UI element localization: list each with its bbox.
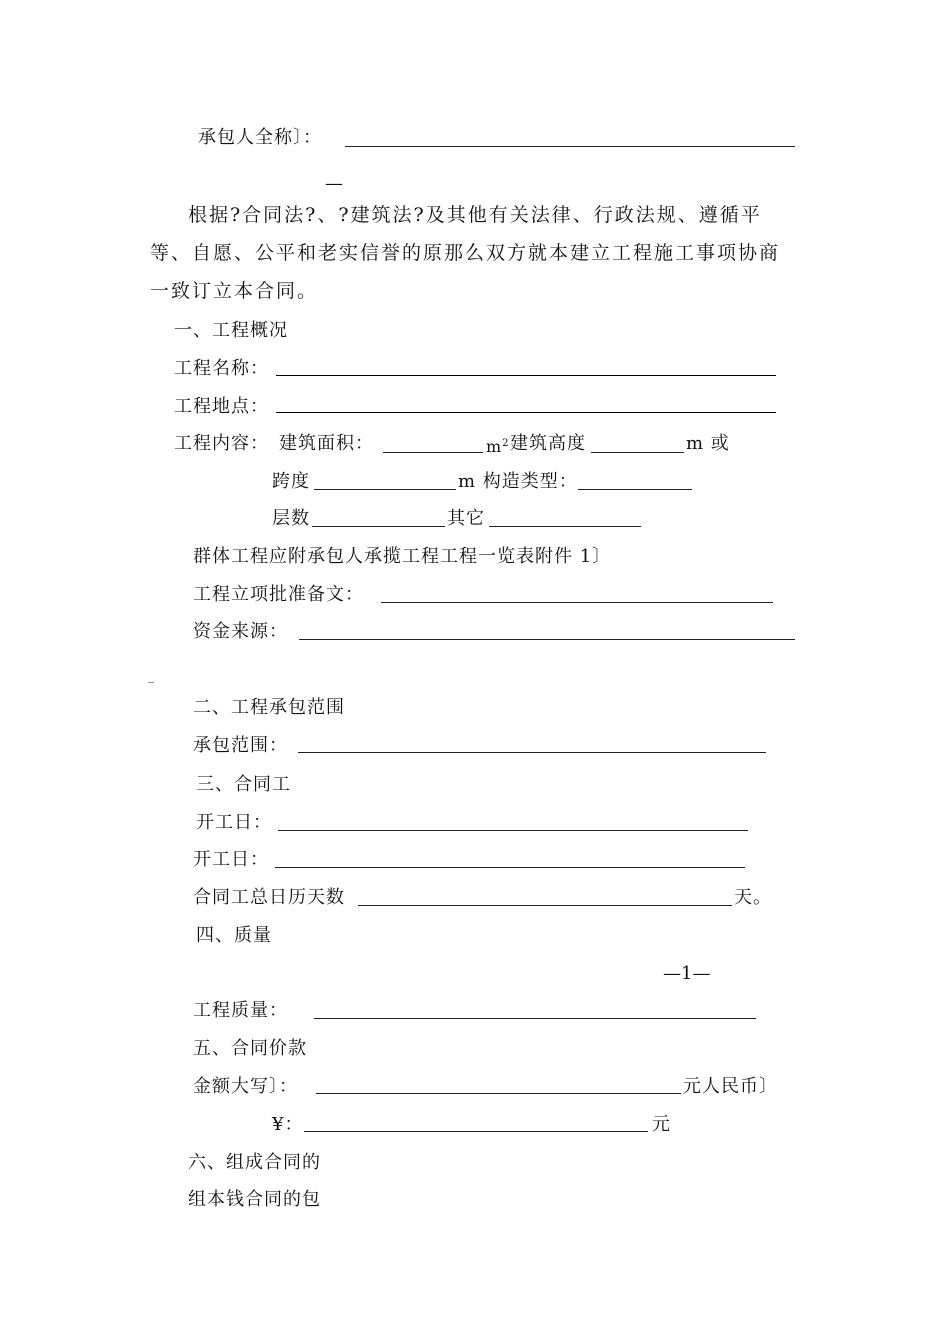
section-3-title: 三、合同工 xyxy=(196,774,291,795)
amount-in-words-blank[interactable] xyxy=(316,1093,681,1094)
start-date-label-2: 开工日： xyxy=(193,849,269,870)
amount-in-words-label: 金额大写〕： xyxy=(193,1076,298,1097)
span-label: 跨度 xyxy=(272,471,310,492)
yen-label: ¥： xyxy=(272,1114,304,1135)
page-number: —1— xyxy=(663,963,711,984)
group-project-note: 群体工程应附承包人承揽工程工程一览表附件 1〕 xyxy=(193,546,612,567)
floors-label: 层数 xyxy=(272,508,310,529)
intro-paragraph: 根据?合同法?、?建筑法?及其他有关法律、行政法规、遵循平等、自愿、公平和老实信誉的原那么双方就本建立工程施工事项协商一致订立本合同。 xyxy=(150,204,781,302)
building-area-blank[interactable] xyxy=(383,452,483,453)
project-name-label: 工程名称： xyxy=(174,358,269,379)
project-location-blank[interactable] xyxy=(276,412,776,413)
yen-amount-blank[interactable] xyxy=(304,1131,648,1132)
building-height-label: 建筑高度 xyxy=(510,433,586,454)
m2-superscript: 2 xyxy=(502,438,510,449)
other-blank[interactable] xyxy=(489,526,641,527)
project-content-label: 工程内容： xyxy=(174,433,269,454)
span-blank[interactable] xyxy=(314,489,456,490)
contractor-name-blank[interactable] xyxy=(345,146,795,147)
project-location-label: 工程地点： xyxy=(174,396,269,417)
other-label: 其它 xyxy=(447,508,485,529)
yen-unit: 元 xyxy=(652,1114,671,1135)
days-unit: 天。 xyxy=(734,887,772,908)
section-6-subline: 组本钱合同的包 xyxy=(188,1189,321,1210)
funding-source-blank[interactable] xyxy=(299,639,795,640)
section-4-title: 四、质量 xyxy=(196,925,272,946)
start-date-label-1: 开工日： xyxy=(196,812,272,833)
funding-source-label: 资金来源： xyxy=(193,621,288,642)
section-1-title: 一、工程概况 xyxy=(174,320,288,341)
start-date-blank-1[interactable] xyxy=(278,830,748,831)
structure-type-blank[interactable] xyxy=(578,489,692,490)
contract-scope-blank[interactable] xyxy=(298,752,766,753)
quality-blank[interactable] xyxy=(314,1018,756,1019)
funding-continuation-mark: _ xyxy=(148,669,155,683)
project-name-blank[interactable] xyxy=(276,375,776,376)
continuation-dash: — xyxy=(325,173,344,194)
start-date-blank-2[interactable] xyxy=(275,867,745,868)
section-2-title: 二、工程承包范围 xyxy=(193,697,345,718)
approval-document-blank[interactable] xyxy=(381,602,773,603)
m2-unit xyxy=(486,432,510,459)
section-6-title: 六、组成合同的 xyxy=(188,1152,321,1173)
contractor-label: 承包人全称〕： xyxy=(198,127,322,148)
approval-document-label: 工程立项批准备文： xyxy=(193,584,364,605)
meter-or-label: m 或 xyxy=(686,433,730,454)
contract-scope-label: 承包范围： xyxy=(193,735,288,756)
quality-label: 工程质量： xyxy=(193,1000,288,1021)
floors-blank[interactable] xyxy=(312,526,445,527)
amount-unit: 元人民币〕 xyxy=(683,1076,778,1097)
structure-type-label: m 构造类型： xyxy=(458,471,578,492)
total-days-blank[interactable] xyxy=(358,905,732,906)
total-days-label: 合同工总日历天数 xyxy=(193,887,345,908)
building-area-label: 建筑面积： xyxy=(279,433,374,454)
building-height-blank[interactable] xyxy=(591,452,684,453)
m2-unit-text: m xyxy=(486,437,503,456)
section-5-title: 五、合同价款 xyxy=(193,1038,307,1059)
